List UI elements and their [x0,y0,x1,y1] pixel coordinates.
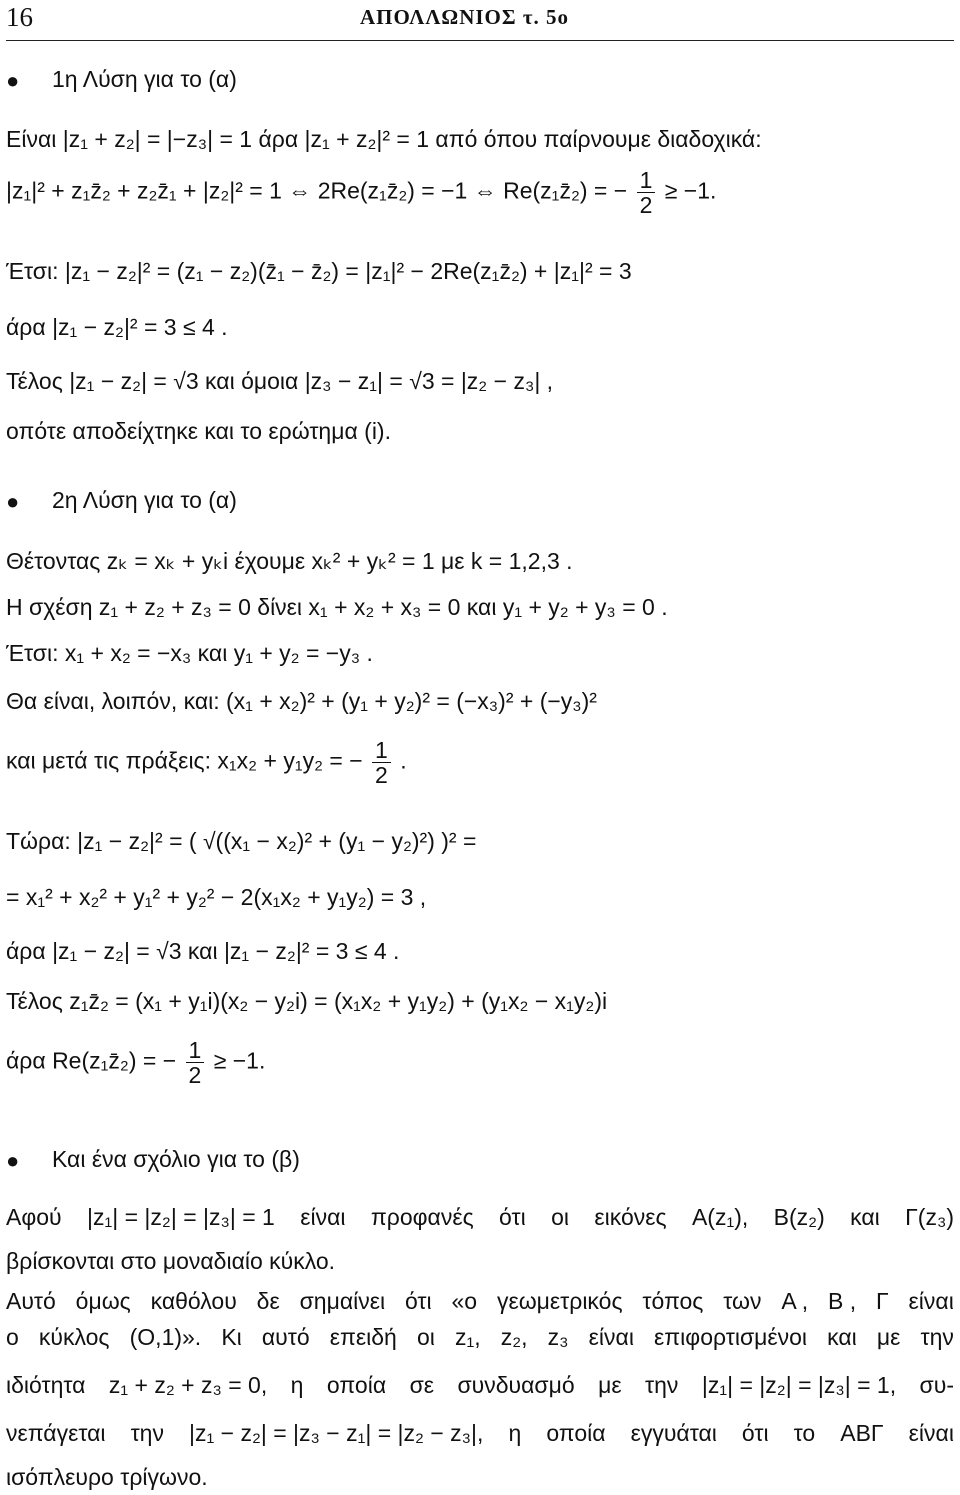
word: Γ(z₃) [905,1204,954,1230]
math-line: Θα είναι, λοιπόν, και: (x₁ + x₂)² + (y₁ + y₂)² = (−x₃)² + (−y₃)² [6,688,597,714]
word: Β(z₂) [773,1204,825,1230]
fraction: $\frac{1}{2}$ [186,1038,205,1087]
paragraph-line [6,1420,954,1447]
paragraph-line [6,1372,954,1399]
word: Κι [221,1324,242,1350]
paragraph-line: ισόπλευρο τρίγωνο. [6,1464,208,1490]
paragraph-line [6,1204,954,1231]
word: z₁, [454,1324,481,1350]
word: «ο [451,1288,478,1314]
paragraph-line [6,1324,954,1351]
section-heading: 1η Λύση για το (α) [52,66,237,92]
word: όμως [75,1288,131,1314]
word: την [920,1324,954,1350]
word: οι [416,1324,435,1350]
word: επειδή [329,1324,397,1350]
word: επιφορτισμένοι [654,1324,808,1350]
fraction: $\frac{1}{2}$ [372,738,391,787]
math-line: Τέλος |z₁ − z₂| = √3 και όμοια |z₃ − z₁| = √3 = |z₂ − z₃| , [6,368,554,394]
word: το [793,1420,816,1446]
page-number: 16 [6,2,33,32]
word: οι [551,1204,569,1230]
math-line: Η σχέση z₁ + z₂ + z₃ = 0 δίνει x₁ + x₂ + x₃ = 0 και y₁ + y₂ + y₃ = 0 . [6,594,668,620]
math-line: Τώρα: |z₁ − z₂|² = ( √((x₁ − x₂)² + (y₁ − y₂)²) )² = [6,828,477,854]
math-line: και μετά τις πράξεις: x₁x₂ + y₁y₂ = − $\frac{1}{2}$ . [6,737,407,789]
bullet-icon: ● [6,489,20,514]
word: Β , [828,1288,857,1314]
word: κύκλος [38,1324,110,1350]
page-header [0,0,960,40]
header-rule [6,40,954,41]
word: σε [409,1372,435,1398]
word: ΑΒΓ [840,1420,884,1446]
word: οποία [326,1372,387,1398]
word: Γ [876,1288,889,1314]
word: η [290,1372,304,1398]
math-line: άρα |z₁ − z₂| = √3 και |z₁ − z₂|² = 3 ≤ 4 . [6,938,400,964]
word: νεπάγεται [6,1420,106,1446]
word: |z₁| = |z₂| = |z₃| = 1, [701,1372,897,1398]
word: εγγυάται [630,1420,717,1446]
word: είναι [588,1324,634,1350]
word: και [827,1324,857,1350]
paragraph-line: βρίσκονται στο μοναδιαίο κύκλο. [6,1248,336,1274]
word: προφανές [370,1204,474,1230]
word: και [850,1204,880,1230]
fraction: $\frac{1}{2}$ [637,168,656,217]
math-line: Θέτοντας zₖ = xₖ + yₖi έχουμε xₖ² + yₖ² = 1 με k = 1,2,3 . [6,548,573,574]
word: |z₁| = |z₂| = |z₃| = 1 [87,1204,275,1230]
word: σημαίνει [299,1288,386,1314]
section-heading: 2η Λύση για το (α) [52,487,237,513]
word: τόπος [642,1288,704,1314]
word: την [645,1372,679,1398]
word: (Ο,1)». [129,1324,202,1350]
word: z₁ + z₂ + z₃ = 0, [108,1372,268,1398]
word: δε [256,1288,280,1314]
word: είναι [300,1204,346,1230]
journal-title: ΑΠΟΛΛΩΝΙΟΣ τ. 5ο [360,5,570,29]
word: ο [6,1324,19,1350]
bullet-icon: ● [6,1148,20,1173]
word: γεωμετρικός [496,1288,623,1314]
word: την [130,1420,164,1446]
word: με [598,1372,622,1398]
word: είναι [908,1288,954,1314]
word: ότι [741,1420,769,1446]
word: |z₁ − z₂| = |z₃ − z₁| = |z₂ − z₃|, [189,1420,484,1446]
word: με [876,1324,901,1350]
word: Αυτό [6,1288,56,1314]
math-line: άρα Re(z₁z̄₂) = − $\frac{1}{2}$ ≥ −1. [6,1037,266,1089]
word: Α , [781,1288,809,1314]
word: Αφού [6,1204,62,1230]
word: η [508,1420,522,1446]
word: Α(z₁), [691,1204,749,1230]
text-line: οπότε αποδείχτηκε και το ερώτημα (i). [6,418,391,444]
math-line: Τέλος z₁z̄₂ = (x₁ + y₁i)(x₂ − y₂i) = (x₁x₂ + y₁y₂) + (y₁x₂ − x₁y₂)i [6,988,608,1014]
word: εικόνες [594,1204,667,1230]
word: συνδυασμό [457,1372,575,1398]
paragraph-line [6,1288,954,1315]
math-line: Είναι |z₁ + z₂| = |−z₃| = 1 άρα |z₁ + z₂|² = 1 από όπου παίρνουμε διαδοχικά: [6,126,762,152]
word: ότι [499,1204,526,1230]
word: οποία [546,1420,606,1446]
math-line: Έτσι: x₁ + x₂ = −x₃ και y₁ + y₂ = −y₃ . [6,640,373,666]
section-heading: Και ένα σχόλιο για το (β) [52,1146,300,1172]
word: z₃ [547,1324,569,1350]
bullet-icon: ● [6,68,20,93]
word: καθόλου [150,1288,237,1314]
word: z₂, [500,1324,528,1350]
math-line: = x₁² + x₂² + y₁² + y₂² − 2(x₁x₂ + y₁y₂) = 3 , [6,884,427,910]
word: ότι [404,1288,432,1314]
word: των [723,1288,762,1314]
word: είναι [908,1420,954,1446]
word: συ- [919,1372,954,1398]
word: ιδιότητα [6,1372,86,1398]
math-line: |z₁|² + z₁z̄₂ + z₂z̄₁ + |z₂|² = 1 ⇔ 2Re(z₁z̄₂) = −1 ⇔ Re(z₁z̄₂) = − $\frac{1}{2}$ ≥ −1. [6,167,717,219]
math-line: άρα |z₁ − z₂|² = 3 ≤ 4 . [6,314,228,340]
math-line: Έτσι: |z₁ − z₂|² = (z₁ − z₂)(z̄₁ − z̄₂) = |z₁|² − 2Re(z₁z̄₂) + |z₁|² = 3 [6,258,632,284]
word: αυτό [261,1324,310,1350]
